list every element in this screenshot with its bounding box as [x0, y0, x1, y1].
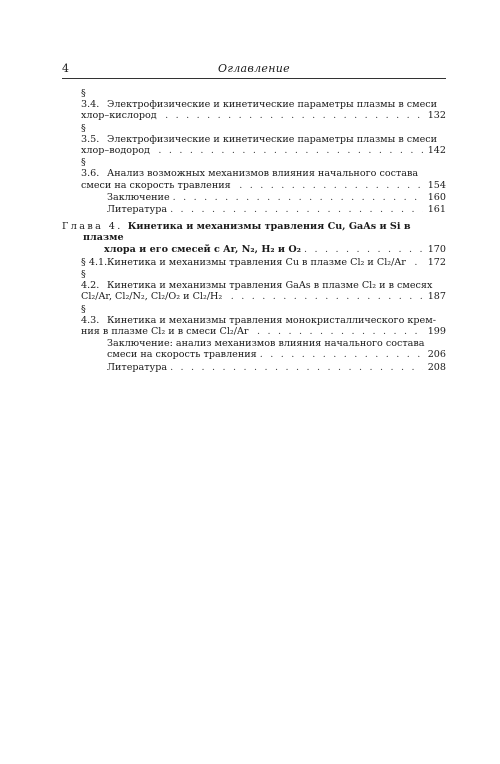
- toc-entry-references-4[interactable]: [62, 362, 446, 373]
- leader-dots: [234, 180, 423, 191]
- page-ref: 132: [427, 110, 446, 122]
- page-ref: 154: [427, 179, 446, 191]
- section-number: § 3.4.: [81, 88, 100, 111]
- chapter-label: Глава 4.: [62, 221, 123, 233]
- entry-title: Литература: [107, 204, 168, 216]
- entry-title: Литература: [107, 361, 168, 373]
- entry-title-line1: Анализ возможных механизмов влияния начального состава: [107, 168, 419, 180]
- entry-title-line2: смеси на скорость травления: [107, 349, 257, 361]
- leader-dots: [153, 145, 423, 156]
- leader-dots: [225, 291, 423, 302]
- page-ref: 172: [427, 256, 446, 268]
- page-header: [62, 62, 446, 79]
- entry-title-line1: Электрофизические и кинетические параметры плазмы в смеси: [107, 133, 438, 145]
- toc-entry-conclusion-4[interactable]: [62, 338, 446, 360]
- entry-title-line2: хлор–кислород: [81, 110, 157, 122]
- page-ref: 187: [427, 291, 446, 303]
- running-title: Оглавление: [218, 62, 290, 75]
- entry-title-line1: Кинетика и механизмы травления монокристаллического крем-: [107, 314, 436, 326]
- page-ref: 206: [427, 349, 446, 361]
- chapter-title-line2: хлора и его смесей с Ar, N₂, H₂ и O₂: [104, 243, 301, 255]
- toc-entry-3-6[interactable]: [62, 157, 446, 191]
- toc-entry-4-1[interactable]: [62, 257, 446, 268]
- leader-dots: [409, 257, 423, 268]
- page-ref: 142: [427, 145, 446, 157]
- toc-entry-references-3[interactable]: [62, 204, 446, 215]
- page-number: 4: [62, 62, 69, 75]
- page-ref: 170: [427, 243, 446, 255]
- entry-title-line1: Заключение: анализ механизмов влияния начального состава: [107, 338, 425, 350]
- entry-title-line2: ния в плазме Cl₂ и в смеси Cl₂/Ar: [81, 326, 249, 338]
- entry-title-line1: Кинетика и механизмы травления GaAs в плазме Cl₂ и в смесях: [107, 280, 433, 292]
- toc-entry-conclusion-3[interactable]: [62, 192, 446, 203]
- leader-dots: [173, 192, 423, 203]
- page-ref: 160: [427, 191, 446, 203]
- entry-title-line2: Cl₂/Ar, Cl₂/N₂, Cl₂/O₂ и Cl₂/H₂: [81, 291, 223, 303]
- leader-dots: [260, 349, 423, 360]
- toc-entry-3-5[interactable]: [62, 123, 446, 157]
- section-number: § 4.3.: [81, 303, 100, 326]
- leader-dots: [304, 244, 423, 255]
- toc-chapter-4[interactable]: [62, 221, 446, 255]
- leader-dots: [170, 362, 423, 373]
- entry-title-line2: хлор–водород: [81, 145, 150, 157]
- entry-title-line1: Электрофизические и кинетические параметры плазмы в смеси: [107, 99, 438, 111]
- entry-title-line2: смеси на скорость травления: [81, 179, 231, 191]
- toc-entry-4-3[interactable]: [62, 304, 446, 338]
- chapter-title-line1: Кинетика и механизмы травления Cu, GaAs и Si в плазме: [83, 221, 411, 244]
- section-number: § 4.1.: [81, 256, 108, 268]
- leader-dots: [170, 204, 423, 215]
- leader-dots: [252, 326, 423, 337]
- leader-dots: [160, 110, 423, 121]
- page-ref: 199: [427, 326, 446, 338]
- table-of-contents: [62, 88, 446, 374]
- entry-title: Кинетика и механизмы травления Cu в плазме Cl₂ и Cl₂/Ar: [107, 256, 406, 268]
- section-number: § 4.2.: [81, 269, 100, 292]
- toc-entry-3-4[interactable]: [62, 88, 446, 122]
- section-number: § 3.5.: [81, 122, 100, 145]
- entry-title: Заключение: [107, 191, 170, 203]
- page-ref: 161: [427, 204, 446, 216]
- page-ref: 208: [427, 361, 446, 373]
- section-number: § 3.6.: [81, 157, 100, 180]
- toc-entry-4-2[interactable]: [62, 269, 446, 303]
